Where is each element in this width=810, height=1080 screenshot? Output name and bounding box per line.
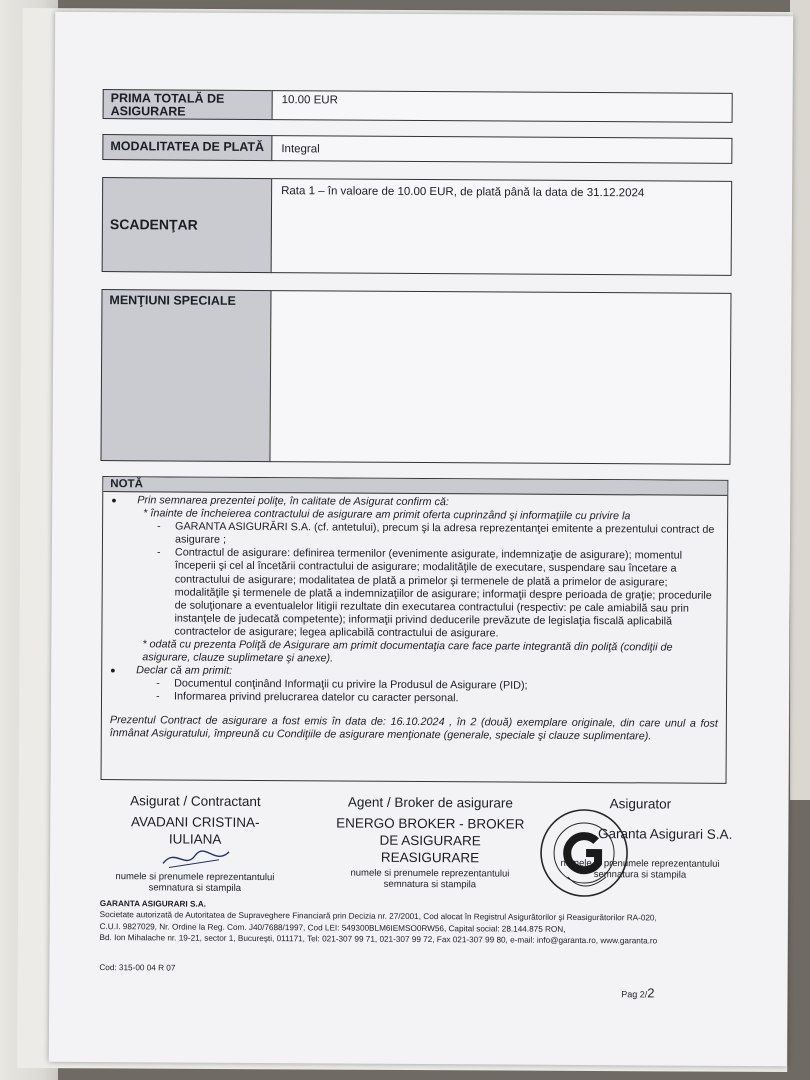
bullet-icon: ● <box>111 495 117 506</box>
dash-marker: - <box>156 677 160 690</box>
insured-title: Asigurat / Contractant <box>130 793 261 810</box>
nota-sub2: * odată cu prezenta Poliţă de Asigurare am primit documentaţia care face parte integrantă din poliţă (condiţii de asigurare, clauze suplimetare şi anexe). <box>142 638 673 665</box>
payment-method-label: MODALITATEA DE PLATĂ <box>102 134 272 161</box>
footer-company: GARANTA ASIGURARI S.A. <box>99 899 206 909</box>
insured-signature-scribble <box>155 843 235 871</box>
insurer-title: Asigurator <box>609 796 672 812</box>
nota-dash-row-2 <box>110 546 719 641</box>
special-mentions-value <box>269 290 731 465</box>
dash-marker: - <box>156 546 161 559</box>
footer-line-2: C.U.I. 9827029, Nr. Ordine la Reg. Com. J40/7688/1997, Cod LEI: 549300BLM6IEMSO0RW56, Capital social: 28.144.875 RON, <box>99 921 566 934</box>
agent-sub: numele si prenumele reprezentantului semnatura si stampila <box>350 867 510 891</box>
insurer-sub: numele si prenumele reprezentantului semnatura si stampila <box>560 857 720 881</box>
emission-statement: Prezentul Contract de asigurare a fost emis în data de: 16.10.2024 , în 2 (două) exemplare originale, din care unul a fost înmânat Asiguratului, împreună cu Condiţiile de asigurare menţionate (generale, speciale şi clauze suplimentare). <box>109 713 718 743</box>
agent-title: Agent / Broker de asigurare <box>347 794 513 811</box>
page-number-total: 2 <box>647 985 655 1001</box>
insured-signature-block <box>110 792 281 894</box>
insured-name: AVADANI CRISTINA-IULIANA <box>130 814 260 847</box>
company-footer <box>100 898 740 948</box>
nota-intro: Prin semnarea prezentei poliţe, în calitate de Asigurat confirm că: <box>137 494 449 509</box>
dash-marker: - <box>155 690 160 703</box>
nota-title: NOTĂ <box>103 477 727 496</box>
form-code: Cod: 315-00 04 R 07 <box>99 963 176 973</box>
nota-sub1: * înainte de încheierea contractului de asigurare am primit oferta cuprinzând şi informaţiile cu privire la <box>143 507 631 523</box>
nota-box <box>101 476 729 784</box>
insurer-name: Garanta Asigurari S.A. <box>597 826 733 842</box>
payment-method-value: Integral <box>271 135 732 164</box>
nota-dash4: Informarea privind prelucrarea datelor cu caracter personal. <box>173 690 459 705</box>
page-number <box>621 985 654 1000</box>
bullet-icon: ● <box>110 665 116 676</box>
policy-page <box>49 12 793 1066</box>
dash-marker: - <box>157 520 161 533</box>
company-stamp-icon <box>538 807 631 900</box>
premium-label: PRIMA TOTALĂ DE ASIGURARE <box>103 89 273 120</box>
nota-dash2: Contractul de asigurare: definirea termenilor (evenimente asigurate, indemnizaţie de asigurare); momentul începerii şi cel al încetării contractului de asigurare; modalităţile de executare, suspendare sau încetare a contractului de asigurare; modalitatea de plată a primelor şi termenele de plată a primelor de asigurare; modalităţile şi termenele de plată a indemnizaţiilor de asigurare; informaţii despre perioada de graţie; procedurile de soluţionare a eventualelor litigii rezultate din executarea contractului (respectiv: pe cale amiabilă sau prin instanţele de judecată competente); informaţii privind deducerile prevăzute de legislaţia fiscală aplicabilă contractelor de asigurare; legea aplicabilă contractului de asigurare. <box>174 546 712 640</box>
insured-sub: numele si prenumele reprezentantului semnatura si stampila <box>115 871 275 894</box>
premium-value: 10.00 EUR <box>272 90 733 123</box>
nota-dash3: Documentul conţinând Informaţii cu privire la Produsul de Asigurare (PID); <box>174 677 528 692</box>
special-mentions-label: MENŢIUNI SPECIALE <box>100 289 271 462</box>
schedule-value: Rata 1 – în valoare de 10.00 EUR, de plată până la data de 31.12.2024 <box>271 178 733 276</box>
agent-name: ENERGO BROKER - BROKER DE ASIGURARE REASIGURARE <box>336 815 525 866</box>
nota-declare: Declar că am primit: <box>136 664 233 678</box>
footer-line-1: Societate autorizată de Autoritatea de Supraveghere Financiară prin Decizia nr. 27/2001, Cod alocat în Registrul Asigurătorilor şi Reasigurătorilor RA-020, <box>99 910 657 923</box>
folder-right-edge <box>790 0 810 800</box>
page-number-label: Pag 2/ <box>621 989 648 1000</box>
nota-body <box>102 492 727 707</box>
nota-dash1: GARANTA ASIGURĂRI S.A. (cf. antetului), precum şi la adresa reprezentanţei emitente a prezentului contract de asigurare ; <box>174 520 715 547</box>
agent-signature-block <box>330 793 531 890</box>
schedule-label: SCADENŢAR <box>102 177 273 273</box>
nota-dash-row-1 <box>111 520 719 550</box>
footer-line-3: Bd. Ion Mihalache nr. 19-21, sector 1, Bucureşti, 011171, Tel: 021-307 99 71, 021-307 99 72, Fax 021-307 99 80, e-mail: info@garanta.ro, www.garanta.ro <box>99 933 658 946</box>
